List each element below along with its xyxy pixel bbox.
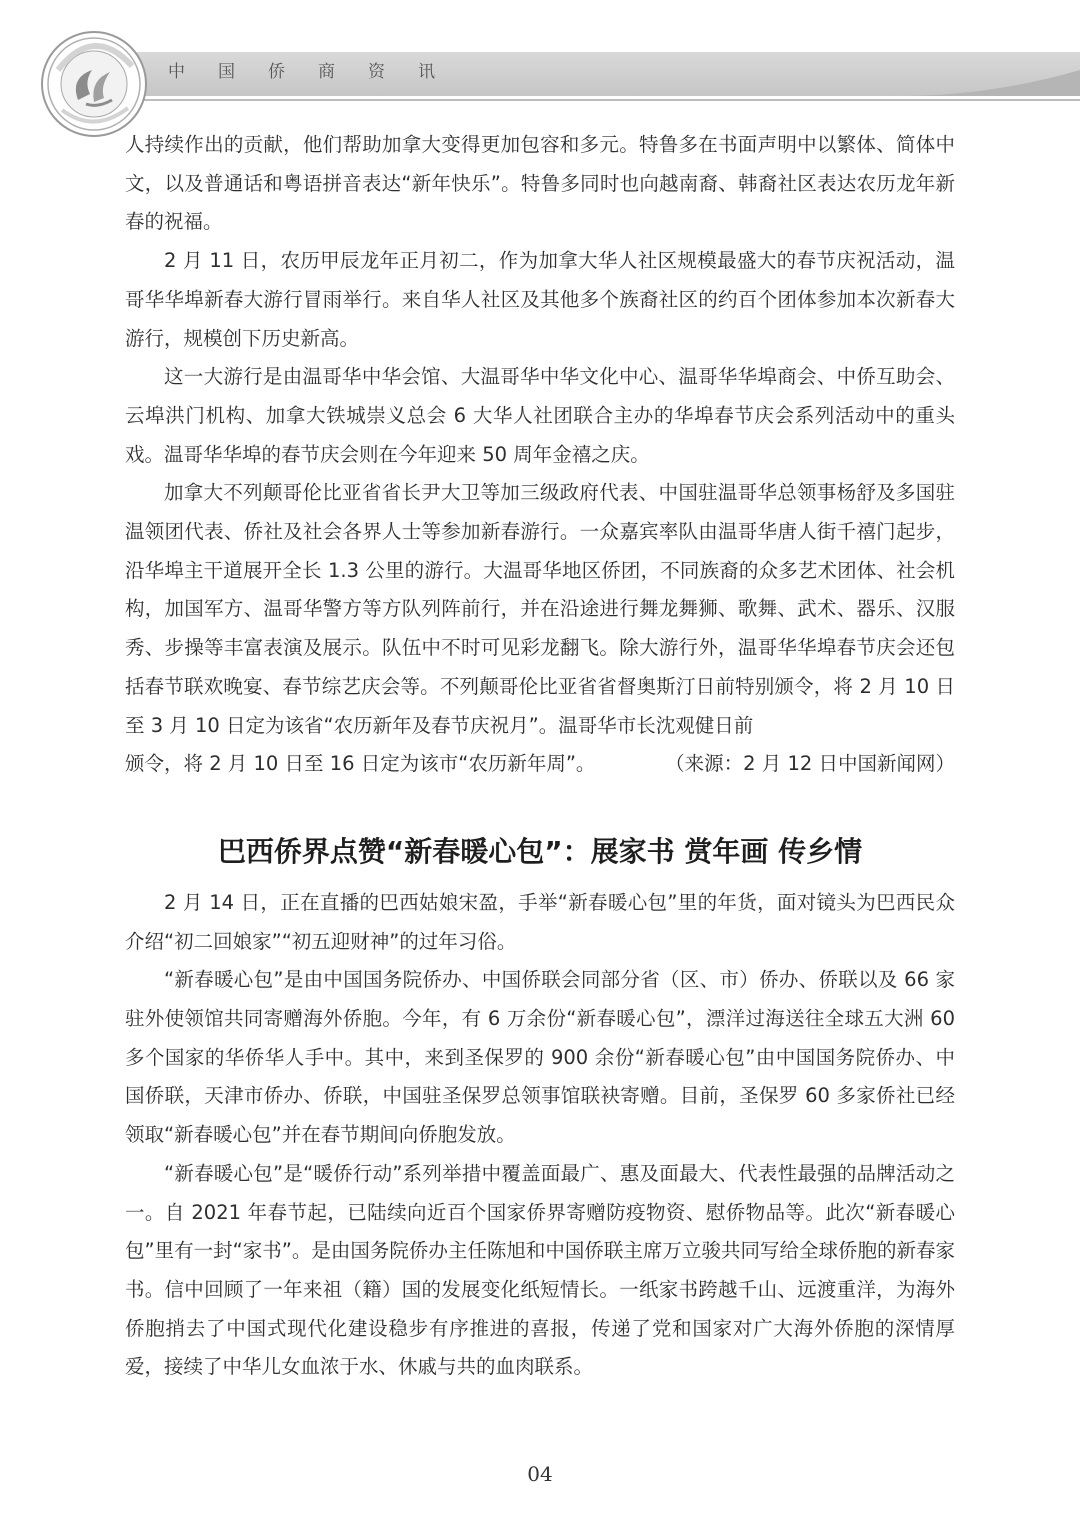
article1-source: （来源：2 月 12 日中国新闻网） [665, 752, 955, 776]
header-band [0, 0, 1080, 120]
article1-paragraph-3: 这一大游行是由温哥华中华会馆、大温哥华中华文化中心、温哥华华埠商会、中侨互助会、云埠洪门机构、加拿大铁城崇义总会 6 大华人社团联合主办的华埠春节庆会系列活动中的重头戏。温哥华华埠的春节庆会则在今年迎来 50 周年金禧之庆。 [125, 365, 955, 466]
logo-emblem-icon [40, 30, 148, 138]
article2-title: 巴西侨界点赞“新春暖心包”：展家书 赏年画 传乡情 [217, 834, 863, 868]
article1-last-line [125, 745, 955, 784]
header-decoration [0, 0, 1080, 120]
header-title: 中国侨商资讯 [168, 62, 468, 82]
article1-last-sentence: 颁令，将 2 月 10 日至 16 日定为该市“农历新年周”。 [125, 752, 596, 776]
article1-paragraph-2: 2 月 11 日，农历甲辰龙年正月初二，作为加拿大华人社区规模最盛大的春节庆祝活动，温哥华华埠新春大游行冒雨举行。来自华人社区及其他多个族裔社区的约百个团体参加本次新春大游行，规模创下历史新高。 [125, 249, 955, 350]
page-content [125, 126, 955, 1387]
article1-paragraph-4: 加拿大不列颠哥伦比亚省省长尹大卫等加三级政府代表、中国驻温哥华总领事杨舒及多国驻温领团代表、侨社及社会各界人士等参加新春游行。一众嘉宾率队由温哥华唐人街千禧门起步，沿华埠主干道展开全长 1.3 公里的游行。大温哥华地区侨团，不同族裔的众多艺术团体、社会机构，加国军方、温哥华警方等方队列阵前行，并在沿途进行舞龙舞狮、歌舞、武术、器乐、汉服秀、步操等丰富表演及展示。队伍中不时可见彩龙翻飞。除大游行外，温哥华华埠春节庆会还包括春节联欢晚宴、春节综艺庆会等。不列颠哥伦比亚省省督奥斯汀日前特别颁令，将 2 月 10 日至 3 月 10 日定为该省“农历新年及春节庆祝月”。温哥华市长沈观健日前 [125, 481, 955, 737]
article2-paragraph-1: 2 月 14 日，正在直播的巴西姑娘宋盈，手举“新春暖心包”里的年货，面对镜头为巴西民众介绍“初二回娘家”“初五迎财神”的过年习俗。 [125, 890, 955, 953]
page-number: 04 [527, 1462, 553, 1486]
article2-paragraph-2: “新春暖心包”是由中国国务院侨办、中国侨联会同部分省（区、市）侨办、侨联以及 66 家驻外使领馆共同寄赠海外侨胞。今年，有 6 万余份“新春暖心包”，漂洋过海送往全球五大洲 60 多个国家的华侨华人手中。其中，来到圣保罗的 900 余份“新春暖心包”由中国国务院侨办、中国侨联，天津市侨办、侨联，中国驻圣保罗总领事馆联袂寄赠。目前，圣保罗 60 多家侨社已经领取“新春暖心包”并在春节期间向侨胞发放。 [125, 968, 955, 1147]
organization-logo [40, 30, 148, 138]
article2-paragraph-3: “新春暖心包”是“暖侨行动”系列举措中覆盖面最广、惠及面最大、代表性最强的品牌活动之一。自 2021 年春节起，已陆续向近百个国家侨界寄赠防疫物资、慰侨物品等。此次“新春暖心包”里有一封“家书”。是由国务院侨办主任陈旭和中国侨联主席万立骏共同写给全球侨胞的新春家书。信中回顾了一年来祖（籍）国的发展变化纸短情长。一纸家书跨越千山、远渡重洋，为海外侨胞捎去了中国式现代化建设稳步有序推进的喜报，传递了党和国家对广大海外侨胞的深情厚爱，接续了中华儿女血浓于水、休戚与共的血肉联系。 [125, 1161, 955, 1379]
article1-paragraph-1: 人持续作出的贡献，他们帮助加拿大变得更加包容和多元。特鲁多在书面声明中以繁体、简体中文，以及普通话和粤语拼音表达“新年快乐”。特鲁多同时也向越南裔、韩裔社区表达农历龙年新春的祝福。 [125, 133, 955, 234]
